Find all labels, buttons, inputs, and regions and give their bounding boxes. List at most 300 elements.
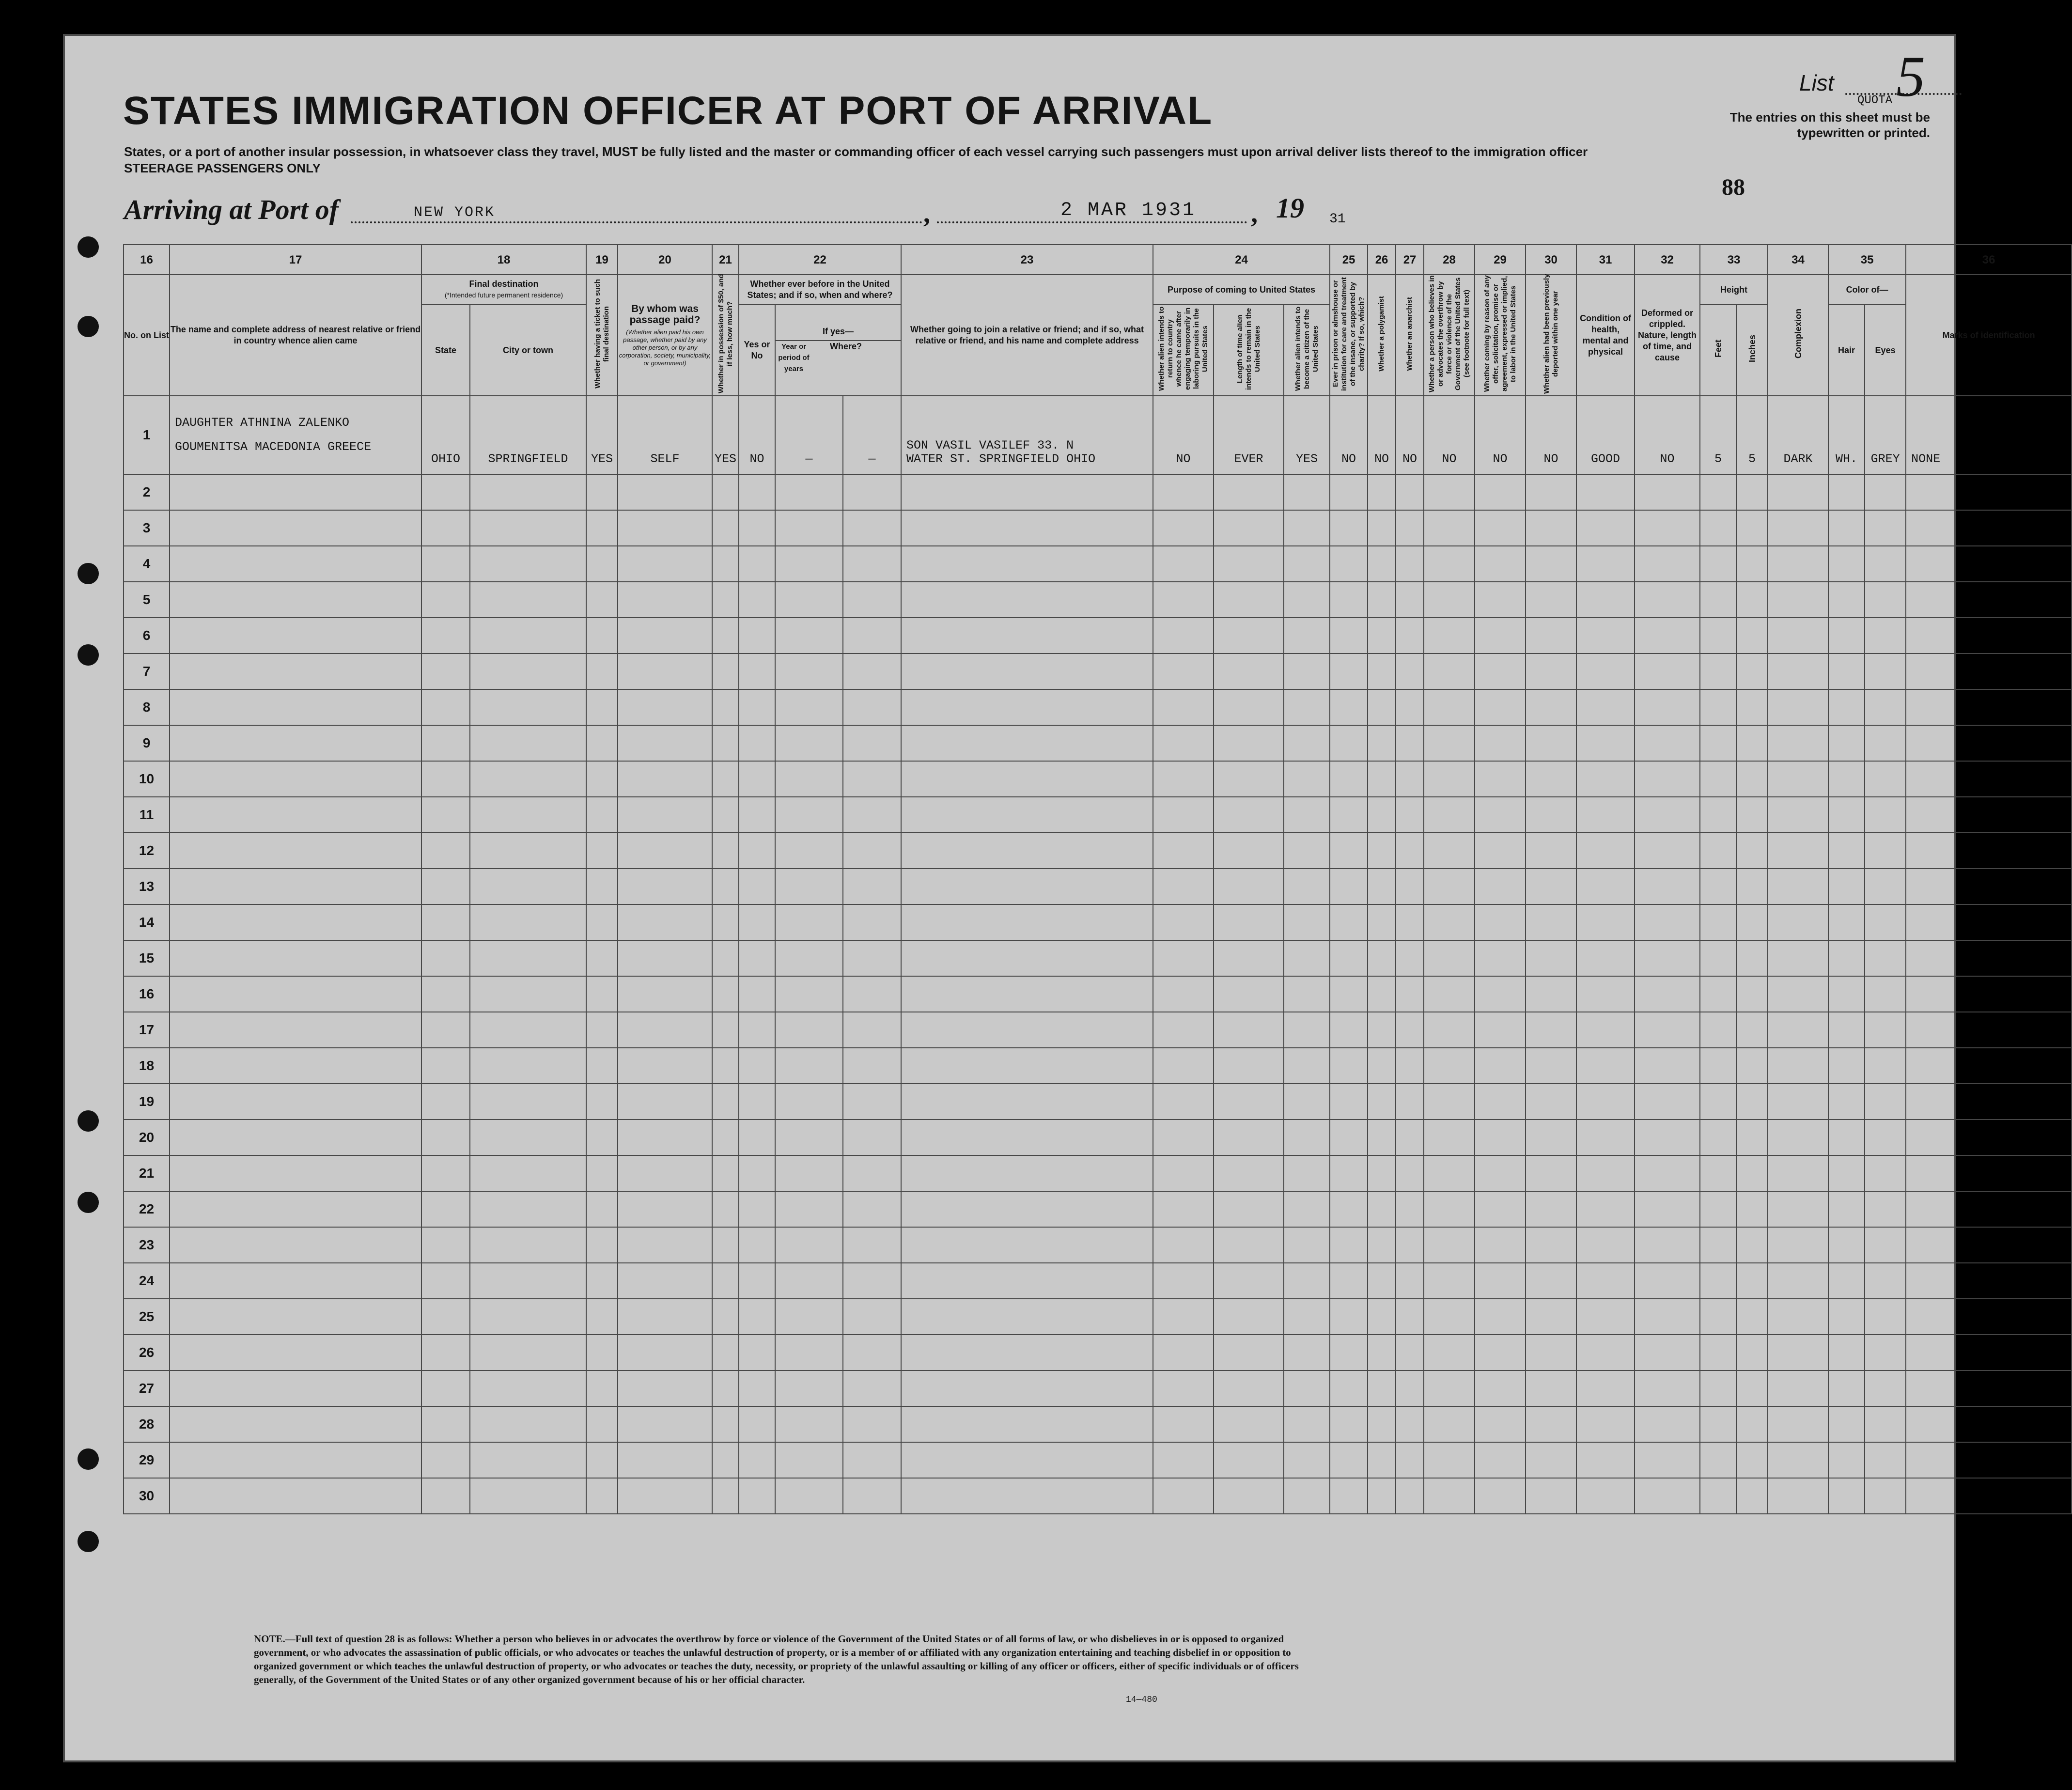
table-cell	[739, 797, 775, 833]
row-number: 21	[124, 1155, 170, 1191]
table-cell	[618, 1478, 712, 1514]
table-cell	[1424, 1155, 1475, 1191]
table-cell	[421, 1120, 470, 1155]
row-number: 26	[124, 1335, 170, 1370]
table-cell	[1368, 546, 1396, 582]
table-cell	[1865, 546, 1906, 582]
table-cell	[1906, 1299, 2072, 1335]
table-cell	[1635, 904, 1700, 940]
table-cell	[712, 474, 739, 510]
table-cell	[1424, 510, 1475, 546]
table-cell	[1768, 940, 1828, 976]
table-cell	[1475, 940, 1526, 976]
table-cell	[618, 1227, 712, 1263]
table-cell	[1768, 1084, 1828, 1120]
form-code: 14—480	[1126, 1695, 1157, 1705]
table-cell	[1424, 1120, 1475, 1155]
table-cell	[1700, 869, 1736, 904]
table-cell	[1475, 618, 1526, 654]
table-cell	[712, 1012, 739, 1048]
table-cell	[1906, 654, 2072, 689]
col-num-36: 36	[1906, 245, 2072, 275]
table-cell	[1700, 725, 1736, 761]
table-cell	[1153, 474, 1214, 510]
cell-marks: NONE	[1906, 396, 2072, 474]
table-cell	[1865, 1120, 1906, 1155]
table-cell	[1828, 1227, 1865, 1263]
table-cell	[1700, 689, 1736, 725]
table-cell	[1396, 1227, 1424, 1263]
table-cell	[1768, 1012, 1828, 1048]
table-cell	[1330, 761, 1368, 797]
table-cell	[1576, 1370, 1635, 1406]
table-cell	[1526, 869, 1576, 904]
table-cell	[775, 1191, 843, 1227]
table-cell	[618, 976, 712, 1012]
table-cell	[1576, 1084, 1635, 1120]
table-cell	[1330, 1263, 1368, 1299]
table-cell	[1700, 618, 1736, 654]
table-cell	[1396, 1442, 1424, 1478]
row-number: 16	[124, 976, 170, 1012]
table-cell	[739, 1299, 775, 1335]
table-cell	[1368, 1155, 1396, 1191]
table-cell	[1475, 1084, 1526, 1120]
table-cell	[739, 510, 775, 546]
table-row	[124, 654, 2072, 689]
table-cell	[586, 869, 618, 904]
table-cell	[1526, 797, 1576, 833]
table-cell	[1368, 940, 1396, 976]
header-final-destination-note: (*Intended future permanent residence)	[444, 291, 563, 299]
table-cell	[1475, 582, 1526, 618]
table-cell	[586, 474, 618, 510]
table-cell	[1768, 689, 1828, 725]
table-cell	[1396, 654, 1424, 689]
table-cell	[1906, 1478, 2072, 1514]
table-cell	[1768, 1048, 1828, 1084]
table-cell	[1635, 1155, 1700, 1191]
table-row	[124, 869, 2072, 904]
table-cell	[775, 1155, 843, 1191]
table-cell	[1736, 1048, 1768, 1084]
table-cell	[1768, 546, 1828, 582]
table-cell	[739, 654, 775, 689]
table-cell	[1828, 510, 1865, 546]
table-cell	[843, 654, 901, 689]
table-cell	[1736, 1155, 1768, 1191]
table-cell	[901, 1191, 1153, 1227]
table-cell	[1635, 1370, 1700, 1406]
table-cell	[1330, 976, 1368, 1012]
table-cell	[1284, 1048, 1330, 1084]
table-cell	[775, 1442, 843, 1478]
table-cell	[901, 869, 1153, 904]
table-cell	[1475, 1120, 1526, 1155]
table-cell	[618, 1299, 712, 1335]
row-number: 12	[124, 833, 170, 869]
row-number: 19	[124, 1084, 170, 1120]
table-cell	[170, 761, 421, 797]
table-cell	[712, 1048, 739, 1084]
table-cell	[1284, 1263, 1330, 1299]
table-cell	[170, 976, 421, 1012]
table-cell	[1828, 1012, 1865, 1048]
table-cell	[586, 1442, 618, 1478]
table-cell	[1214, 618, 1284, 654]
table-cell	[170, 1478, 421, 1514]
table-cell	[1284, 1120, 1330, 1155]
table-cell	[739, 618, 775, 654]
table-cell	[1865, 833, 1906, 869]
table-cell	[1396, 474, 1424, 510]
col-num-24: 24	[1153, 245, 1330, 275]
table-cell	[712, 1155, 739, 1191]
table-cell	[1368, 797, 1396, 833]
table-cell	[586, 582, 618, 618]
table-cell	[1736, 904, 1768, 940]
table-cell	[1368, 689, 1396, 725]
table-cell	[170, 1299, 421, 1335]
date-dotted-line	[937, 221, 1247, 223]
table-cell	[1153, 833, 1214, 869]
header-passage-paid-note: (Whether alien paid his own passage, whether paid by any other person, or by any corporation, society, municipality, or government)	[619, 328, 711, 367]
table-cell	[901, 1227, 1153, 1263]
table-cell	[1153, 1155, 1214, 1191]
footnote: NOTE.—Full text of question 28 is as follows: Whether a person who believes in or advocates the overthrow by force or violence of the Government of the United States or of all forms of law, or who disbelieves in or is opposed to organized government, or who advocates the assassination of public officials, or who advocates or teaches the unlawful destruction of property, or is a member of or affiliated with any organization entertaining and teaching disbelief in or opposition to organized government or which teaches the unlawful destruction of property, or who advocates or teaches the duty, necessity, or propriety of the unlawful assaulting or killing of any officer or officers, either of specific individuals or of officers generally, of the Government of the United States or of any other organized government because of his or her official character.	[254, 1633, 1299, 1685]
header-feet-label: Feet	[1713, 340, 1723, 358]
table-cell	[712, 976, 739, 1012]
table-cell	[775, 976, 843, 1012]
intro-line-2: STEERAGE PASSENGERS ONLY	[124, 161, 321, 175]
table-cell	[1475, 869, 1526, 904]
table-cell	[1576, 1263, 1635, 1299]
table-cell	[1368, 761, 1396, 797]
table-cell	[775, 689, 843, 725]
table-cell	[470, 1478, 586, 1514]
table-cell	[1396, 1335, 1424, 1370]
table-cell	[421, 1335, 470, 1370]
table-cell	[1284, 725, 1330, 761]
table-cell	[1475, 474, 1526, 510]
table-cell	[1330, 654, 1368, 689]
table-cell	[1865, 904, 1906, 940]
table-cell	[901, 1406, 1153, 1442]
table-cell	[1700, 1084, 1736, 1120]
table-cell	[1865, 1012, 1906, 1048]
table-cell	[1396, 761, 1424, 797]
table-cell	[843, 1370, 901, 1406]
table-cell	[901, 1299, 1153, 1335]
table-cell	[712, 689, 739, 725]
table-row	[124, 1084, 2072, 1120]
table-cell	[1284, 797, 1330, 833]
table-cell	[1284, 1012, 1330, 1048]
table-cell	[1700, 1478, 1736, 1514]
table-cell	[1424, 1263, 1475, 1299]
list-label: List	[1799, 70, 1834, 95]
table-cell	[1368, 1048, 1396, 1084]
table-cell	[901, 976, 1153, 1012]
row-number: 13	[124, 869, 170, 904]
table-cell	[470, 1155, 586, 1191]
header-state: State	[421, 305, 470, 396]
table-cell	[586, 1335, 618, 1370]
table-cell	[1330, 1370, 1368, 1406]
table-cell	[1330, 1012, 1368, 1048]
table-cell	[1368, 1406, 1396, 1442]
table-cell	[1828, 725, 1865, 761]
table-cell	[1526, 582, 1576, 618]
header-year-period: Year or period of years	[778, 342, 810, 373]
table-cell	[843, 1048, 901, 1084]
header-if-yes-label: If yes—	[776, 326, 901, 341]
table-cell	[901, 904, 1153, 940]
table-cell	[1424, 1191, 1475, 1227]
table-cell	[1526, 1370, 1576, 1406]
table-cell	[843, 940, 901, 976]
table-cell	[901, 1442, 1153, 1478]
table-cell	[739, 761, 775, 797]
table-cell	[421, 582, 470, 618]
joining-line-1: SON VASIL VASILEF 33. N	[906, 438, 1074, 452]
table-cell	[1396, 1191, 1424, 1227]
table-cell	[1284, 1155, 1330, 1191]
row-number: 18	[124, 1048, 170, 1084]
table-cell	[901, 761, 1153, 797]
table-cell	[1828, 1406, 1865, 1442]
table-cell	[1768, 976, 1828, 1012]
table-cell	[1635, 618, 1700, 654]
comma-separator: ,	[923, 199, 930, 229]
header-purpose-return	[1153, 305, 1214, 396]
table-cell	[170, 1155, 421, 1191]
table-cell	[170, 510, 421, 546]
col-num-29: 29	[1475, 245, 1526, 275]
table-cell	[1284, 1442, 1330, 1478]
table-cell	[170, 725, 421, 761]
table-row	[124, 1406, 2072, 1442]
table-cell	[1828, 1155, 1865, 1191]
table-cell	[1736, 940, 1768, 976]
table-cell	[1475, 1227, 1526, 1263]
table-cell	[1526, 654, 1576, 689]
table-cell	[739, 546, 775, 582]
table-cell	[170, 582, 421, 618]
table-cell	[586, 1012, 618, 1048]
table-cell	[421, 1370, 470, 1406]
table-cell	[586, 1370, 618, 1406]
header-q28	[1424, 275, 1475, 396]
table-cell	[586, 1406, 618, 1442]
table-row	[124, 689, 2072, 725]
table-cell	[1576, 1120, 1635, 1155]
table-cell	[170, 1227, 421, 1263]
table-cell	[775, 869, 843, 904]
sheet-number: 88	[1722, 174, 1745, 200]
table-cell	[1906, 761, 2072, 797]
table-cell	[421, 1191, 470, 1227]
table-cell	[1865, 940, 1906, 976]
table-cell	[1635, 510, 1700, 546]
table-cell	[1424, 474, 1475, 510]
table-cell	[1153, 940, 1214, 976]
table-cell	[843, 1299, 901, 1335]
table-cell	[1214, 1084, 1284, 1120]
table-cell	[1906, 1406, 2072, 1442]
table-cell	[1284, 833, 1330, 869]
table-cell	[901, 1335, 1153, 1370]
table-cell	[170, 1048, 421, 1084]
cell-return-country: NO	[1153, 396, 1214, 474]
table-cell	[1828, 1335, 1865, 1370]
table-cell	[1576, 1406, 1635, 1442]
table-cell	[1736, 1227, 1768, 1263]
table-cell	[1828, 761, 1865, 797]
table-cell	[739, 1370, 775, 1406]
table-cell	[1700, 1263, 1736, 1299]
table-row	[124, 474, 2072, 510]
table-cell	[1865, 761, 1906, 797]
table-cell	[1736, 869, 1768, 904]
table-cell	[712, 1263, 739, 1299]
table-cell	[712, 1478, 739, 1514]
table-cell	[1214, 1227, 1284, 1263]
table-cell	[470, 1120, 586, 1155]
table-cell	[1396, 725, 1424, 761]
table-cell	[1153, 618, 1214, 654]
row-number: 15	[124, 940, 170, 976]
table-cell	[1368, 582, 1396, 618]
table-cell	[1526, 1227, 1576, 1263]
table-cell	[1214, 1442, 1284, 1478]
table-cell	[1424, 1406, 1475, 1442]
table-cell	[1526, 761, 1576, 797]
table-cell	[1576, 618, 1635, 654]
table-cell	[712, 618, 739, 654]
table-cell	[586, 1084, 618, 1120]
table-cell	[1635, 474, 1700, 510]
table-cell	[470, 904, 586, 940]
table-cell	[1475, 976, 1526, 1012]
table-cell	[1153, 1120, 1214, 1155]
table-cell	[1330, 582, 1368, 618]
cell-passage: SELF	[618, 396, 712, 474]
table-cell	[739, 940, 775, 976]
table-cell	[1576, 904, 1635, 940]
table-cell	[1906, 1120, 2072, 1155]
table-cell	[1865, 1370, 1906, 1406]
table-cell	[1906, 582, 2072, 618]
table-cell	[1396, 510, 1424, 546]
table-row	[124, 976, 2072, 1012]
row-number: 25	[124, 1299, 170, 1335]
table-cell	[843, 1084, 901, 1120]
table-cell	[1214, 474, 1284, 510]
table-cell	[1736, 976, 1768, 1012]
table-cell	[470, 546, 586, 582]
table-cell	[1700, 940, 1736, 976]
table-cell	[901, 797, 1153, 833]
table-cell	[470, 1012, 586, 1048]
table-cell	[170, 833, 421, 869]
relative-line-2: GOUMENITSA MACEDONIA GREECE	[175, 440, 372, 454]
table-cell	[1736, 761, 1768, 797]
table-cell	[470, 1227, 586, 1263]
table-cell	[843, 1478, 901, 1514]
table-cell	[1576, 725, 1635, 761]
row-number: 20	[124, 1120, 170, 1155]
table-cell	[775, 1299, 843, 1335]
table-cell	[1635, 797, 1700, 833]
cell-ticket: YES	[586, 396, 618, 474]
table-cell	[1635, 546, 1700, 582]
table-cell	[1330, 689, 1368, 725]
table-cell	[1768, 474, 1828, 510]
table-cell	[1475, 1012, 1526, 1048]
table-cell	[775, 761, 843, 797]
table-cell	[1768, 1120, 1828, 1155]
table-cell	[843, 1263, 901, 1299]
table-cell	[421, 1299, 470, 1335]
table-cell	[1736, 1299, 1768, 1335]
row-number: 11	[124, 797, 170, 833]
table-cell	[586, 1478, 618, 1514]
table-row	[124, 1370, 2072, 1406]
table-cell	[421, 689, 470, 725]
table-cell	[1214, 1263, 1284, 1299]
table-cell	[421, 940, 470, 976]
table-cell	[1635, 1084, 1700, 1120]
table-cell	[1736, 1120, 1768, 1155]
table-cell	[1736, 1478, 1768, 1514]
table-cell	[1475, 833, 1526, 869]
table-cell	[1424, 1442, 1475, 1478]
table-cell	[1475, 761, 1526, 797]
table-cell	[775, 618, 843, 654]
cell-deformed: NO	[1635, 396, 1700, 474]
table-cell	[712, 833, 739, 869]
table-cell	[739, 582, 775, 618]
table-cell	[1736, 833, 1768, 869]
punch-hole	[78, 236, 99, 258]
table-cell	[170, 1442, 421, 1478]
table-row	[124, 797, 2072, 833]
table-cell	[1828, 976, 1865, 1012]
table-cell	[775, 582, 843, 618]
table-cell	[618, 833, 712, 869]
table-cell	[1330, 474, 1368, 510]
table-cell	[1214, 1406, 1284, 1442]
table-cell	[1153, 1478, 1214, 1514]
table-cell	[1214, 833, 1284, 869]
table-cell	[1396, 869, 1424, 904]
header-purpose-citizen-label: Whether alien intends to become a citizen of the United States	[1293, 306, 1320, 391]
table-cell	[618, 904, 712, 940]
table-cell	[712, 510, 739, 546]
row-number: 23	[124, 1227, 170, 1263]
table-cell	[843, 546, 901, 582]
table-cell	[618, 1191, 712, 1227]
table-cell	[775, 1048, 843, 1084]
table-cell	[1214, 904, 1284, 940]
header-purpose-citizen	[1284, 305, 1330, 396]
table-cell	[1153, 582, 1214, 618]
table-cell	[1330, 869, 1368, 904]
table-cell	[775, 654, 843, 689]
table-cell	[1396, 940, 1424, 976]
table-cell	[470, 1048, 586, 1084]
